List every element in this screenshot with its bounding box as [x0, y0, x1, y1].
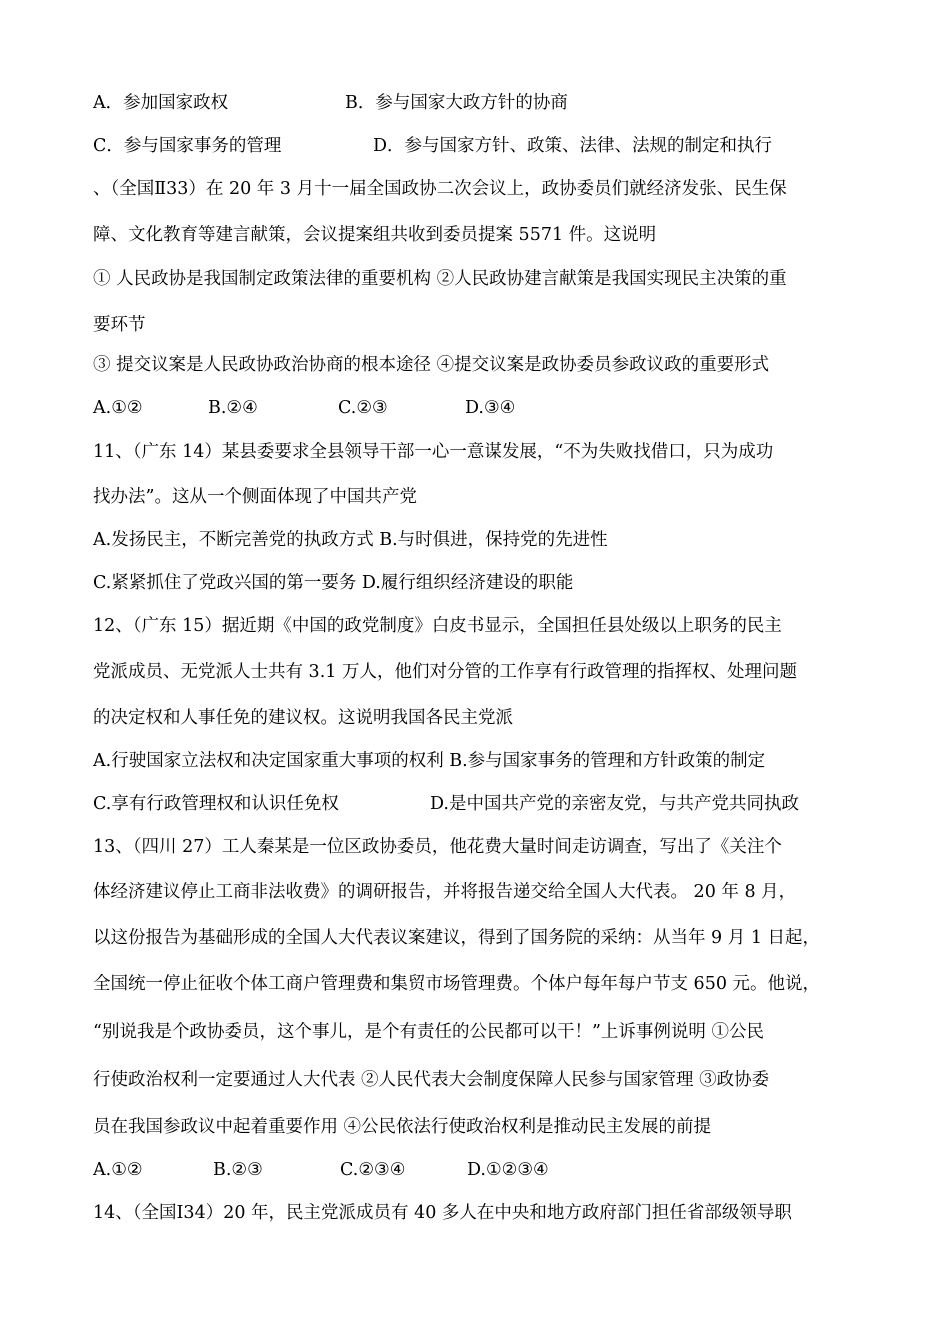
option-a: A.①② — [93, 398, 143, 418]
option-d: D.是中国共产党的亲密友党，与共产党共同执政 — [430, 794, 799, 814]
question-12-text: 党派成员、无党派人士共有 3.1 万人，他们对分管的工作享有行政管理的指挥权、处理问题 — [93, 662, 797, 682]
option-a: A.①② — [93, 1160, 143, 1180]
option-c: C．参与国家事务的管理 — [93, 136, 282, 156]
option-c: C.②③④ — [340, 1160, 406, 1180]
question-12-text: 的决定权和人事任免的建议权。这说明我国各民主党派 — [93, 708, 513, 728]
option-d: D．参与国家方针、政策、法律、法规的制定和执行 — [373, 136, 773, 156]
option-c: C.②③ — [338, 398, 388, 418]
question-12-options — [93, 793, 799, 815]
question-11-text: 11、（广东 14）某县委要求全县领导干部一心一意谋发展，“不为失败找借口，只为成功 — [93, 442, 774, 462]
option-b: B.②④ — [208, 398, 258, 418]
question-13-text: 以这份报告为基础形成的全国人大代表议案建议，得到了国务院的采纳：从当年 9 月 1 日起， — [93, 928, 821, 948]
question-11-text: 找办法”。这从一个侧面体现了中国共产党 — [93, 487, 417, 507]
question-13-statement: 行使政治权利一定要通过人大代表 ②人民代表大会制度保障人民参与国家管理 ③政协委 — [93, 1070, 770, 1090]
option-d: D.③④ — [465, 398, 516, 418]
option-line-a — [93, 92, 568, 114]
option-line-c — [93, 135, 773, 157]
question-13-text: 全国统一停止征收个体工商户管理费和集贸市场管理费。个体户每年每户节支 650 元。他说， — [93, 974, 821, 994]
question-10-statement: 要环节 — [93, 315, 146, 335]
question-13-text: 体经济建议停止工商非法收费》的调研报告，并将报告递交给全国人大代表。 20 年 8 月， — [93, 882, 797, 902]
question-10-text: 、（全国Ⅱ33）在 20 年 3 月十一届全国政协二次会议上，政协委员们就经济发张、民生保 — [93, 179, 787, 199]
option-d: D.①②③④ — [467, 1160, 549, 1180]
question-11-options: A.发扬民主，不断完善党的执政方式 B.与时俱进，保持党的先进性 — [93, 530, 608, 550]
option-b: B.②③ — [213, 1160, 263, 1180]
option-a: A．参加国家政权 — [93, 93, 229, 113]
question-13-statement: 员在我国参政议中起着重要作用 ④公民依法行使政治权利是推动民主发展的前提 — [93, 1117, 712, 1137]
question-13-text: 13、（四川 27）工人秦某是一位区政协委员，他花费大量时间走访调查，写出了《关注个 — [93, 837, 782, 857]
question-13-text: “别说我是个政协委员，这个事儿，是个有责任的公民都可以干！”上诉事例说明 ①公民 — [93, 1022, 764, 1042]
question-12-text: 12、（广东 15）据近期《中国的政党制度》白皮书显示，全国担任县处级以上职务的民主 — [93, 616, 782, 636]
question-11-options: C.紧紧抓住了党政兴国的第一要务 D.履行组织经济建设的职能 — [93, 573, 574, 593]
option-c: C.享有行政管理权和认识任免权 — [93, 794, 339, 814]
question-10-statement: ① 人民政协是我国制定政策法律的重要机构 ②人民政协建言献策是我国实现民主决策的重 — [93, 269, 787, 289]
question-12-options: A.行驶国家立法权和决定国家重大事项的权利 B.参与国家事务的管理和方针政策的制定 — [93, 751, 766, 771]
question-10-text: 障、文化教育等建言献策，会议提案组共收到委员提案 5571 件。这说明 — [93, 225, 657, 245]
question-13-options — [93, 1159, 549, 1181]
question-14-text: 14、（全国Ⅰ34）20 年，民主党派成员有 40 多人在中央和地方政府部门担任省部级领导职 — [93, 1203, 792, 1223]
question-10-options — [93, 397, 516, 419]
question-10-statement: ③ 提交议案是人民政协政治协商的根本途径 ④提交议案是政协委员参政议政的重要形式 — [93, 355, 770, 375]
option-b: B．参与国家大政方针的协商 — [345, 93, 568, 113]
